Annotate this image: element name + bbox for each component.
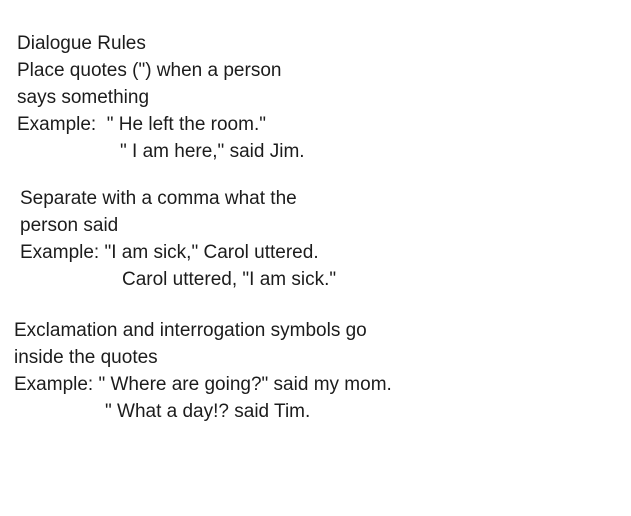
text-line: Example: " Where are going?" said my mom. <box>14 374 392 395</box>
text-line: Place quotes (") when a person <box>17 60 282 81</box>
section-punctuation-rule <box>0 317 631 425</box>
text-line: Separate with a comma what the <box>20 188 297 209</box>
text-line: Exclamation and interrogation symbols go <box>14 320 367 341</box>
section-gap <box>0 293 631 317</box>
text-line: " I am here," said Jim. <box>120 141 305 162</box>
section-gap <box>0 165 631 185</box>
page-title: Dialogue Rules <box>17 33 146 54</box>
text-line: Carol uttered, "I am sick." <box>122 269 337 290</box>
text-line: inside the quotes <box>14 347 158 368</box>
section-quotes-rule <box>0 30 631 165</box>
text-line: Example: " He left the room." <box>17 114 266 135</box>
text-line: Example: "I am sick," Carol uttered. <box>20 242 319 263</box>
text-line: says something <box>17 87 150 108</box>
section-comma-rule <box>0 185 631 293</box>
text-line: " What a day!? said Tim. <box>105 401 311 422</box>
text-line: person said <box>20 215 119 236</box>
